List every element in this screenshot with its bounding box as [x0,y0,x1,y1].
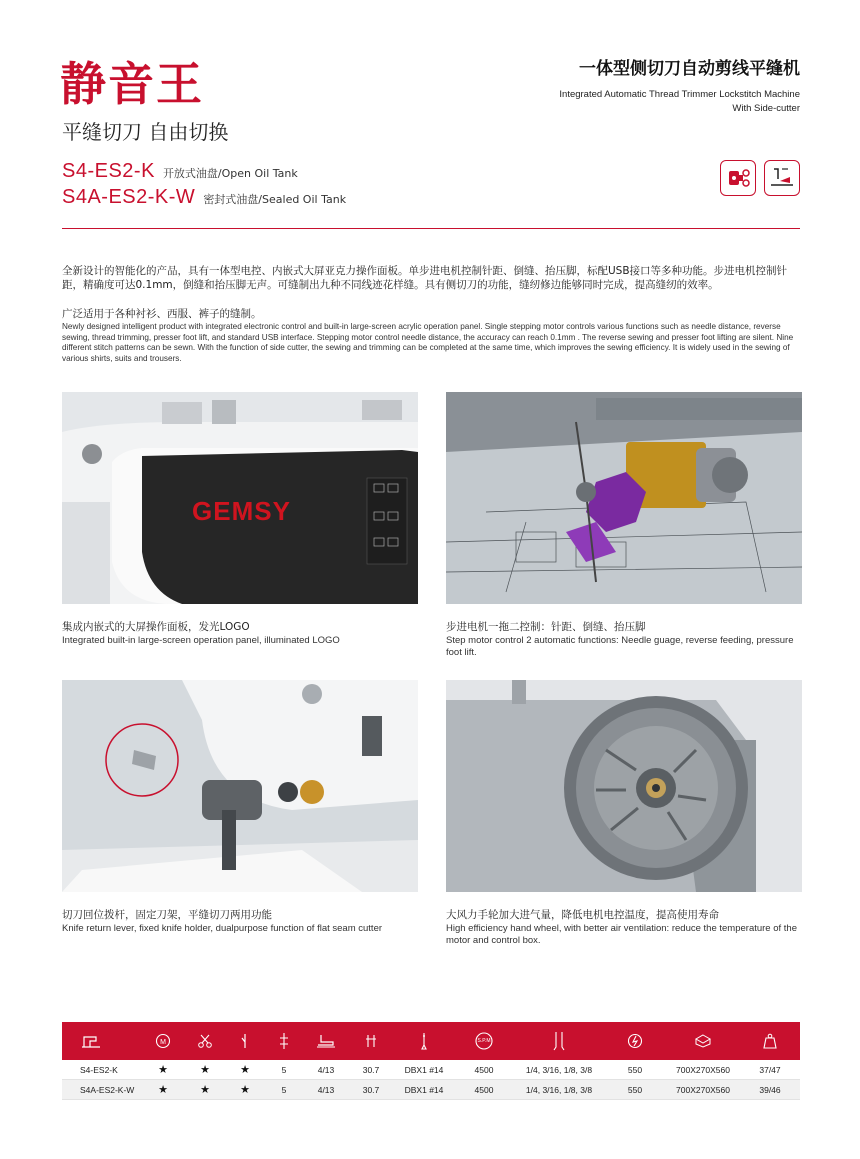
gemsy-logo: GEMSY [192,496,291,526]
model-name: S4A-ES2-K-W [62,186,196,208]
presser-foot-icon [304,1033,348,1049]
cell-model: S4A-ES2-K-W [80,1084,135,1095]
scissors-icon [184,1033,226,1049]
motor-m-icon [142,1033,184,1049]
brand-title: 静音王 [60,57,204,111]
cell-weight: 37/47 [759,1064,781,1075]
cell-foot-lift: 4/13 [317,1084,335,1095]
table-row [62,1080,800,1100]
feature-caption-cn: 切刀回位拨杆，固定刀架，平缝切刀两用功能 [62,909,272,921]
gauge-icon [514,1031,604,1051]
feature-caption-cn: 集成内嵌式的大屏操作面板，发光LOGO [62,621,250,633]
cell-power: 550 [627,1064,643,1075]
photo-hand-wheel [446,680,802,892]
feature-caption-en: Knife return lever, fixed knife holder, dualpurpose function of flat seam cutter [62,923,383,934]
svg-text:M: M [160,1039,166,1046]
feature-caption-en: Step motor control 2 automatic functions: Needle guage, reverse feeding, pressure foot lift. [446,635,794,658]
cell-needle-bar: 30.7 [362,1064,380,1075]
weight-icon [740,1033,800,1049]
cell-size: 700X270X560 [676,1084,730,1095]
cell-trimmer: ★ [200,1084,210,1096]
photo-knife-lever [62,680,418,892]
product-title-en-1: Integrated Automatic Thread Trimmer Lockstitch Machine [559,89,800,100]
cell-power: 550 [627,1084,643,1095]
cell-needle: DBX1 #14 [404,1064,444,1075]
cell-motor: ★ [158,1084,168,1096]
power-icon [604,1033,666,1049]
cell-needle-bar: 30.7 [362,1084,380,1095]
side-cutter-icon [764,160,800,196]
spec-table [62,1022,800,1100]
intro-text-en: Newly designed intelligent product with integrated electronic control and built-in large-screen acrylic operation panel. Single stepping motor controls various functions such as needle distance, reverse sewing, thread trimming, presser foot lift, and standard USB interface. Stepping motor control needle distance, the accuracy can reach 0.1mm . The reverse sewing and presser foot lifting are silent. Nine different stitch patterns can be sewn. With the function of side cutter, the sewing and trimming can be completed at the same time, which improves the sewing efficiency. It is widely used in the sewing of various shirts, suits and trousers. [62,322,794,363]
speed-label: S.P.M [477,1038,491,1044]
cell-stitch: 5 [281,1084,287,1095]
feature-caption-en: Integrated built-in large-screen operation panel, illuminated LOGO [62,635,340,646]
feature-caption-cn: 步进电机一拖二控制：针距、倒缝、抬压脚 [446,621,646,633]
model-line [62,186,346,209]
model-name: S4-ES2-K [62,160,155,182]
cell-size: 700X270X560 [676,1064,730,1075]
model-line [62,160,298,183]
brand-subtitle: 平缝切刀 自由切换 [62,120,229,144]
speed-icon [454,1032,514,1050]
cell-motor: ★ [158,1064,168,1076]
feature-caption-en: High efficiency hand wheel, with better air ventilation: reduce the temperature of the motor and control box. [446,923,797,946]
cell-wiper: ★ [240,1084,250,1096]
stepper-motor-icon [720,160,756,196]
cell-wiper: ★ [240,1064,250,1076]
photo-control-panel [62,392,418,604]
product-title-cn: 一体型侧切刀自动剪线平缝机 [579,59,800,79]
model-desc: 密封式油盘/Sealed Oil Tank [203,193,347,206]
spec-header [62,1022,800,1060]
sewing-machine-icon [62,1033,142,1049]
cell-foot-lift: 4/13 [317,1064,335,1075]
intro-text-cn: 全新设计的智能化的产品，具有一体型电控、内嵌式大屏亚克力操作面板。单步进电机控制针距、倒缝、抬压脚，标配USB接口等多种功能。步进电机控制针距，精确度可达0.1mm，倒缝和抬压脚无声。可缝制出九种不同线迹花样缝。具有侧切刀的功能，缝纫修边能够同时完成，提高缝纫的效率。 [62,265,788,291]
cell-speed: 4500 [474,1084,494,1095]
package-size-icon [666,1034,740,1048]
cell-stitch: 5 [281,1064,287,1075]
divider [62,228,800,229]
product-title-en-2: With Side-cutter [732,103,800,114]
intro-text-cn-2: 广泛适用于各种衬衫、西服、裤子的缝制。 [62,308,262,320]
model-desc: 开放式油盘/Open Oil Tank [162,167,298,180]
cell-model: S4-ES2-K [80,1064,118,1075]
table-row [62,1060,800,1080]
stitch-length-icon [264,1032,304,1050]
feature-icons [720,160,800,196]
thread-wiper-icon [226,1033,264,1049]
cell-speed: 4500 [474,1064,494,1075]
cell-needle: DBX1 #14 [404,1084,444,1095]
product-header [559,54,800,114]
needle-bar-icon [348,1033,394,1049]
cell-gauge: 1/4, 3/16, 1/8, 3/8 [525,1064,593,1075]
cell-gauge: 1/4, 3/16, 1/8, 3/8 [525,1084,593,1095]
cell-trimmer: ★ [200,1064,210,1076]
photo-step-motor [446,392,802,604]
cell-weight: 39/46 [759,1084,781,1095]
feature-caption-cn: 大风力手轮加大进气量，降低电机电控温度，提高使用寿命 [446,909,719,921]
needle-icon [394,1032,454,1050]
